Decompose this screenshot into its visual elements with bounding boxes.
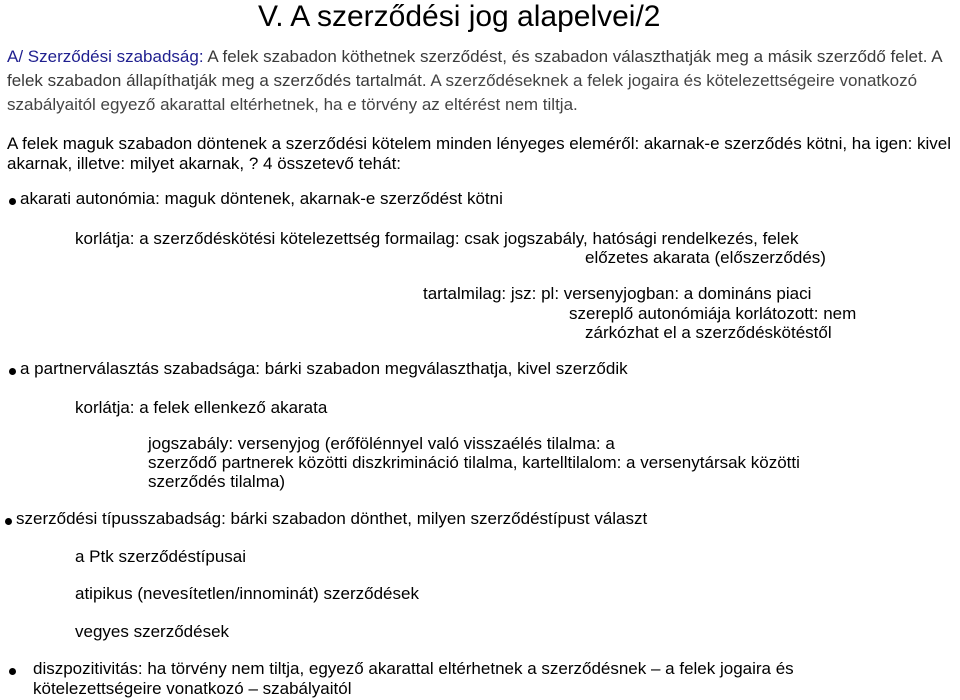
- bullet-3-item: a Ptk szerződéstípusai: [75, 547, 247, 566]
- bullet-3-text: szerződési típusszabadság: bárki szabadon dönthet, milyen szerződéstípust választ: [16, 509, 648, 528]
- bullet-2-law-line-1: jogszabály: versenyjog (erőfölénnyel való visszaélés tilalma: a: [148, 434, 615, 453]
- decision-paragraph: A felek maguk szabadon döntenek a szerződési kötelem minden lényeges eleméről: akarnak-e szerződés kötni, ha igen: kivel akarnak, illetve: milyet akarnak, ? 4 összetevő tehát:: [7, 134, 952, 173]
- intro-text-1: A felek szabadon köthetnek szerződést, és szabadon választhatják meg a másik szerződő felet. A felek szabadon állapíthatják meg a szerződés tartalmát.: [7, 47, 942, 90]
- bullet-1-content-line-2: szereplő autonómiája korlátozott: nem: [569, 304, 857, 323]
- bullet-2-text: a partnerválasztás szabadsága: bárki szabadon megválaszthatja, kivel szerződik: [20, 359, 628, 378]
- intro-text-2: A szerződéseknek a felek jogaira és kötelezettségeire vonatkozó szabályaitól egyező akarattal eltérhetnek, ha e törvény az eltérést nem tiltja.: [7, 71, 918, 114]
- bullet-3-item: vegyes szerződések: [75, 622, 230, 641]
- bullet-dot: [9, 668, 16, 675]
- bullet-4-line-1: diszpozitivitás: ha törvény nem tiltja, egyező akarattal eltérhetnek a szerződésnek – a felek jogaira és: [33, 659, 794, 678]
- bullet-2-law-line-2: szerződő partnerek közötti diszkrimináció tilalma, kartelltilalom: a versenytársak közötti: [148, 453, 800, 472]
- bullet-4-line-2: kötelezettségeire vonatkozó – szabályaitól: [33, 679, 352, 698]
- intro-label: A/ Szerződési szabadság:: [7, 47, 204, 66]
- bullet-1-limit-line-1: korlátja: a szerződéskötési kötelezettség formailag: csak jogszabály, hatósági rendelkezés, felek: [75, 229, 799, 248]
- bullet-2-limit: korlátja: a felek ellenkező akarata: [75, 398, 328, 417]
- intro-paragraph: [7, 45, 952, 117]
- bullet-1-text: akarati autonómia: maguk döntenek, akarnak-e szerződést kötni: [20, 189, 503, 208]
- bullet-1-limit-line-2: előzetes akarata (előszerződés): [585, 248, 826, 267]
- bullet-dot: [9, 368, 16, 375]
- bullet-dot: [9, 198, 16, 205]
- bullet-dot: [5, 518, 12, 525]
- bullet-3-item: atipikus (nevesítetlen/innominát) szerződések: [75, 584, 419, 603]
- bullet-1-content-line-3: zárkózhat el a szerződéskötéstől: [585, 323, 832, 342]
- bullet-1-content-line-1: tartalmilag: jsz: pl: versenyjogban: a domináns piaci: [423, 284, 812, 303]
- bullet-2-law-line-3: szerződés tilalma): [148, 472, 285, 491]
- page-title: V. A szerződési jog alapelvei/2: [258, 0, 661, 33]
